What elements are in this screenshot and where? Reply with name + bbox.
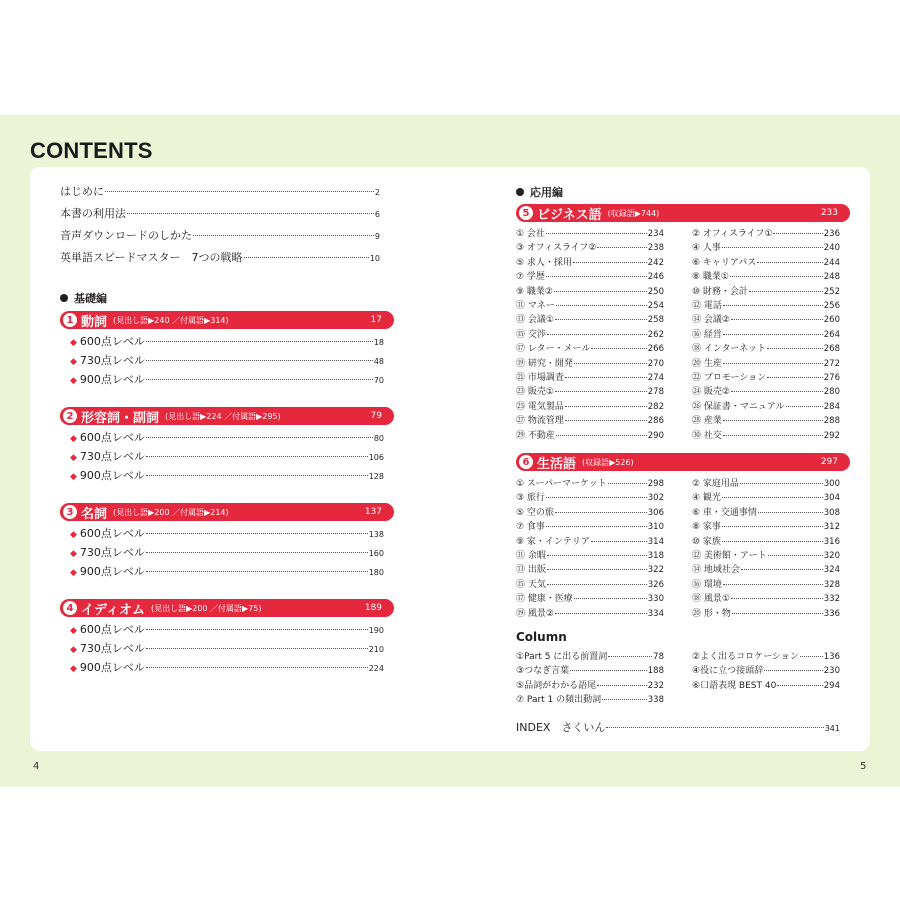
topic-label: ①Part 5 に出る前置詞 (516, 652, 608, 662)
section-page: 137 (364, 507, 382, 517)
topic-label: ⑫ 美術館・アート (692, 551, 767, 561)
topic-entry[interactable] (692, 356, 840, 369)
section-bar-business[interactable] (516, 204, 850, 222)
topic-page: 254 (647, 301, 664, 311)
diamond-icon: ◆ (70, 626, 77, 636)
toc-entry-label: 英単語スピードマスター 7つの戦略 (60, 251, 243, 264)
topic-page: 276 (823, 373, 840, 383)
topic-entry[interactable] (692, 606, 840, 619)
section-title: 形容詞・副詞 (81, 410, 160, 426)
topic-label: ⑰ 健康・医療 (516, 594, 573, 605)
section-title: 動詞 (81, 314, 108, 330)
topic-label: ⑮ 交渉 (516, 329, 546, 340)
topic-page: 290 (647, 430, 664, 441)
toc-entry-page: 10 (369, 254, 380, 263)
index-entry[interactable] (516, 719, 840, 735)
section-bar-idioms[interactable] (60, 599, 394, 617)
section-number-badge: 5 (519, 206, 533, 220)
topic-page: 328 (823, 579, 840, 590)
column-heading: Column (516, 630, 567, 644)
topic-label: ㉘ 産業 (692, 416, 722, 427)
diamond-icon: ◆ (70, 664, 77, 674)
topic-entry[interactable] (516, 606, 664, 619)
topic-page: 338 (647, 695, 664, 706)
level-entry[interactable]: ◆ 600点レベル 18 (70, 335, 384, 348)
topic-label: ㉕ 電気製品 (516, 401, 564, 412)
topic-page: 334 (647, 608, 664, 619)
topic-entry[interactable] (692, 298, 840, 311)
topic-entry[interactable] (516, 678, 664, 691)
topic-page: 252 (823, 286, 840, 297)
section-page: 189 (364, 603, 382, 613)
topic-entry[interactable] (692, 327, 840, 340)
topic-label: ⑲ 風景② (516, 608, 554, 619)
topic-page: 266 (647, 344, 664, 355)
level-entry[interactable]: ◆ 600点レベル 80 (70, 431, 384, 444)
topic-entry[interactable] (516, 384, 664, 397)
topic-entry[interactable] (516, 413, 664, 426)
topic-page: 330 (647, 594, 664, 605)
section-bar-adjectives-adverbs[interactable] (60, 407, 394, 425)
section-title: イディオム (81, 602, 145, 618)
topic-entry[interactable] (692, 312, 840, 325)
topic-page: 336 (823, 608, 840, 619)
topic-page: 302 (647, 493, 664, 504)
topic-label: ⑳ 生産 (692, 358, 722, 369)
topic-label: ④ 人事 (692, 243, 721, 254)
topic-label: ⑪ マネー (516, 301, 555, 311)
topic-page: 332 (823, 594, 840, 605)
topic-page: 286 (647, 416, 664, 427)
topic-page: 188 (647, 666, 664, 677)
basic-section-heading: 基礎編 (60, 290, 107, 306)
topic-page: 274 (647, 373, 664, 383)
topic-label: ⑤品詞がわかる語尾 (516, 680, 597, 691)
diamond-icon: ◆ (70, 568, 77, 578)
topic-page: 292 (823, 430, 840, 441)
topic-page: 232 (647, 680, 664, 691)
topic-page: 316 (823, 536, 840, 547)
topic-entry[interactable] (516, 519, 664, 532)
topic-page: 326 (647, 579, 664, 590)
level-entry[interactable]: ◆ 900点レベル 128 (70, 469, 384, 482)
topic-entry[interactable] (692, 591, 840, 604)
level-entry[interactable]: ◆ 600点レベル 138 (70, 527, 384, 540)
topic-entry[interactable] (516, 298, 664, 311)
topic-label: ⑬ 出版 (516, 565, 546, 576)
bullet-icon (516, 188, 524, 196)
topic-entry[interactable] (692, 534, 840, 547)
topic-page: 288 (823, 416, 840, 427)
topic-entry[interactable] (516, 534, 664, 547)
topic-label: ⑭ 会議② (692, 315, 730, 326)
level-entry[interactable]: ◆ 900点レベル 180 (70, 565, 384, 578)
section-title: 生活語 (537, 456, 577, 472)
topic-label: ㉚ 社交 (692, 430, 722, 441)
topic-label: ⑧ 職業① (692, 272, 729, 283)
topic-label: ㉑ 市場調査 (516, 373, 564, 383)
topic-page: 304 (823, 493, 840, 504)
topic-entry[interactable] (692, 562, 840, 575)
topic-entry[interactable] (516, 327, 664, 340)
diamond-icon: ◆ (70, 472, 77, 482)
topic-page: 318 (647, 551, 664, 561)
topic-page: 294 (823, 680, 840, 691)
topic-entry[interactable] (692, 399, 840, 412)
topic-page: 246 (647, 272, 664, 283)
level-entry[interactable]: ◆ 730点レベル 210 (70, 642, 384, 655)
topic-entry[interactable] (692, 663, 840, 676)
topic-entry[interactable] (692, 476, 840, 489)
toc-entry[interactable] (60, 227, 380, 243)
topic-label: ③ 旅行 (516, 493, 545, 504)
topic-label: ① スーパーマーケット (516, 479, 607, 489)
section-page: 17 (370, 315, 382, 325)
topic-label: ⑯ 環境 (692, 579, 722, 590)
topic-page: 310 (647, 522, 664, 533)
topic-page: 268 (823, 344, 840, 355)
topic-entry[interactable] (516, 663, 664, 676)
index-page: 341 (824, 724, 840, 733)
topic-entry[interactable] (516, 649, 664, 662)
topic-page: 258 (647, 315, 664, 326)
section-subtitle: (見出し語▶240 ／付属語▶314) (113, 315, 229, 325)
topic-page: 278 (647, 387, 664, 398)
topic-page: 234 (647, 229, 664, 239)
topic-entry[interactable] (516, 476, 664, 489)
topic-entry[interactable] (692, 240, 840, 253)
topic-entry[interactable] (516, 428, 664, 441)
topic-entry[interactable] (516, 370, 664, 383)
topic-label: ㉙ 不動産 (516, 430, 555, 441)
section-bar-verbs[interactable] (60, 311, 394, 329)
topic-page: 324 (823, 565, 840, 576)
applied-section-heading: 応用編 (516, 184, 563, 200)
topic-entry[interactable] (692, 384, 840, 397)
topic-label: ㉗ 物流管理 (516, 416, 564, 427)
topic-page: 298 (647, 479, 664, 489)
topic-entry[interactable] (692, 255, 840, 268)
topic-label: ⑩ 財務・会計 (692, 286, 748, 297)
topic-label: ⑱ 風景① (692, 594, 730, 605)
topic-entry[interactable] (692, 269, 840, 282)
left-page-number: 4 (33, 761, 40, 772)
topic-page: 264 (823, 329, 840, 340)
topic-entry[interactable] (516, 240, 664, 253)
topic-label: ⑲ 研究・開発 (516, 358, 573, 369)
topic-page: 284 (823, 401, 840, 412)
topic-page: 248 (823, 272, 840, 283)
section-number-badge: 1 (63, 313, 77, 327)
topic-page: 312 (823, 522, 840, 533)
diamond-icon: ◆ (70, 453, 77, 463)
topic-label: ① 会社 (516, 229, 545, 239)
topic-label: ⑱ インターネット (692, 344, 767, 355)
diamond-icon: ◆ (70, 338, 77, 348)
topic-label: ② オフィスライフ① (692, 229, 773, 239)
topic-page: 260 (823, 315, 840, 326)
topic-entry[interactable] (516, 399, 664, 412)
topic-entry[interactable] (692, 490, 840, 503)
topic-entry[interactable] (692, 341, 840, 354)
topic-label: ⑦ 学歴 (516, 272, 545, 283)
page-title: CONTENTS (30, 138, 153, 163)
topic-entry[interactable] (692, 370, 840, 383)
topic-page: 314 (647, 536, 664, 547)
toc-entry-page: 6 (374, 210, 380, 219)
topic-page: 280 (823, 387, 840, 398)
topic-page: 270 (647, 358, 664, 369)
topic-page: 238 (647, 243, 664, 254)
toc-entry[interactable] (60, 205, 380, 221)
topic-entry[interactable] (692, 577, 840, 590)
topic-page: 306 (647, 507, 664, 518)
topic-page: 230 (823, 666, 840, 677)
level-entry[interactable]: ◆ 900点レベル 70 (70, 373, 384, 386)
topic-page: 250 (647, 286, 664, 297)
section-title: 名詞 (81, 506, 108, 522)
topic-entry[interactable] (516, 356, 664, 369)
toc-entry-page: 9 (374, 232, 380, 241)
section-number-badge: 6 (519, 455, 533, 469)
topic-entry[interactable] (516, 548, 664, 561)
diamond-icon: ◆ (70, 357, 77, 367)
topic-page: 320 (823, 551, 840, 561)
section-subtitle: (収録語▶526) (582, 457, 634, 467)
section-bar-daily-life[interactable] (516, 453, 850, 471)
topic-entry[interactable] (692, 678, 840, 691)
topic-label: ⑧ 家事 (692, 522, 721, 533)
topic-label: ⑥ 車・交通事情 (692, 507, 757, 518)
topic-label: ⑰ レター・メール (516, 344, 591, 355)
topic-entry[interactable] (692, 505, 840, 518)
diamond-icon: ◆ (70, 645, 77, 655)
toc-entry-page: 2 (374, 188, 380, 197)
topic-label: ⑦ 食事 (516, 522, 545, 533)
topic-label: ㉖ 保証書・マニュアル (692, 401, 785, 412)
topic-entry[interactable] (692, 413, 840, 426)
topic-page: 236 (823, 229, 840, 239)
topic-entry[interactable] (516, 312, 664, 325)
topic-entry[interactable] (692, 519, 840, 532)
topic-page: 308 (823, 507, 840, 518)
section-subtitle: (見出し語▶200 ／付属語▶214) (113, 507, 229, 517)
topic-label: ④ 観光 (692, 493, 721, 504)
topic-label: ⑤ 求人・採用 (516, 257, 572, 268)
level-entry[interactable]: ◆ 730点レベル 48 (70, 354, 384, 367)
topic-entry[interactable] (516, 341, 664, 354)
topic-label: ⑫ 電話 (692, 301, 722, 311)
diamond-icon: ◆ (70, 376, 77, 386)
topic-page: 256 (823, 301, 840, 311)
topic-entry[interactable] (692, 548, 840, 561)
toc-entry[interactable] (60, 249, 380, 265)
toc-entry[interactable] (60, 183, 380, 199)
topic-label: ⑮ 天気 (516, 579, 546, 590)
section-subtitle: (見出し語▶224 ／付属語▶295) (165, 411, 281, 421)
topic-entry[interactable] (692, 649, 840, 662)
toc-entry-label: 本書の利用法 (60, 207, 126, 220)
level-entry[interactable]: ◆ 900点レベル 224 (70, 661, 384, 674)
topic-entry[interactable] (516, 577, 664, 590)
index-label: INDEX さくいん (516, 721, 606, 734)
topic-entry[interactable] (516, 692, 664, 705)
level-entry[interactable]: ◆ 730点レベル 106 (70, 450, 384, 463)
topic-label: ② 家庭用品 (692, 479, 739, 489)
level-entry[interactable]: ◆ 730点レベル 160 (70, 546, 384, 559)
topic-entry[interactable] (516, 226, 664, 239)
topic-label: ⑨ 家・インテリア (516, 536, 590, 547)
topic-label: ⑭ 地域社会 (692, 565, 740, 576)
topic-page: 262 (647, 329, 664, 340)
topic-label: ㉒ プロモーション (692, 373, 767, 383)
topic-entry[interactable] (516, 255, 664, 268)
diamond-icon: ◆ (70, 549, 77, 559)
section-subtitle: (見出し語▶200 ／付属語▶75) (150, 603, 262, 613)
topic-label: ⑦ Part 1 の頻出動詞 (516, 695, 602, 706)
topic-label: ⑥口語表現 BEST 40 (692, 680, 777, 691)
topic-entry[interactable] (516, 591, 664, 604)
level-entry[interactable]: ◆ 600点レベル 190 (70, 623, 384, 636)
topic-page: 272 (823, 358, 840, 369)
topic-label: ⑥ キャリアパス (692, 257, 757, 268)
topic-page: 282 (647, 401, 664, 412)
topic-label: ㉔ 販売② (692, 387, 730, 398)
section-page: 79 (370, 411, 382, 421)
right-page-number: 5 (860, 761, 867, 772)
topic-label: ㉓ 販売① (516, 387, 554, 398)
topic-entry[interactable] (516, 269, 664, 282)
topic-entry[interactable] (516, 562, 664, 575)
section-page: 297 (820, 457, 838, 467)
diamond-icon: ◆ (70, 530, 77, 540)
topic-entry[interactable] (516, 284, 664, 297)
section-number-badge: 3 (63, 505, 77, 519)
topic-page: 244 (823, 257, 840, 268)
bullet-icon (60, 294, 68, 302)
section-bar-nouns[interactable] (60, 503, 394, 521)
topic-entry[interactable] (692, 226, 840, 239)
topic-entry[interactable] (692, 428, 840, 441)
topic-label: ⑩ 家族 (692, 536, 721, 547)
topic-page: 300 (823, 479, 840, 489)
topic-page: 78 (653, 652, 664, 662)
topic-entry[interactable] (516, 490, 664, 503)
topic-label: ⑪ 余暇 (516, 551, 546, 561)
topic-label: ⑨ 職業② (516, 286, 553, 297)
section-subtitle: (収録語▶744) (607, 208, 660, 218)
topic-label: ③つなぎ言葉 (516, 666, 570, 677)
topic-label: ⑬ 会議① (516, 315, 554, 326)
topic-page: 242 (647, 257, 664, 268)
topic-label: ②よく出るコロケーション (692, 652, 799, 662)
topic-page: 136 (823, 652, 840, 662)
topic-entry[interactable] (516, 505, 664, 518)
topic-label: ⑳ 形・物 (692, 608, 731, 619)
toc-entry-label: はじめに (60, 185, 104, 198)
topic-page: 240 (823, 243, 840, 254)
section-number-badge: 2 (63, 409, 77, 423)
topic-label: ⑯ 経営 (692, 329, 722, 340)
topic-label: ④役に立つ接頭辞 (692, 666, 764, 677)
topic-label: ③ オフィスライフ② (516, 243, 597, 254)
topic-page: 322 (647, 565, 664, 576)
topic-label: ⑤ 空の旅 (516, 507, 554, 518)
section-page: 233 (820, 208, 838, 218)
section-title: ビジネス語 (537, 207, 602, 223)
toc-entry-label: 音声ダウンロードのしかた (60, 229, 192, 242)
topic-entry[interactable] (692, 284, 840, 297)
section-number-badge: 4 (63, 601, 77, 615)
diamond-icon: ◆ (70, 434, 77, 444)
